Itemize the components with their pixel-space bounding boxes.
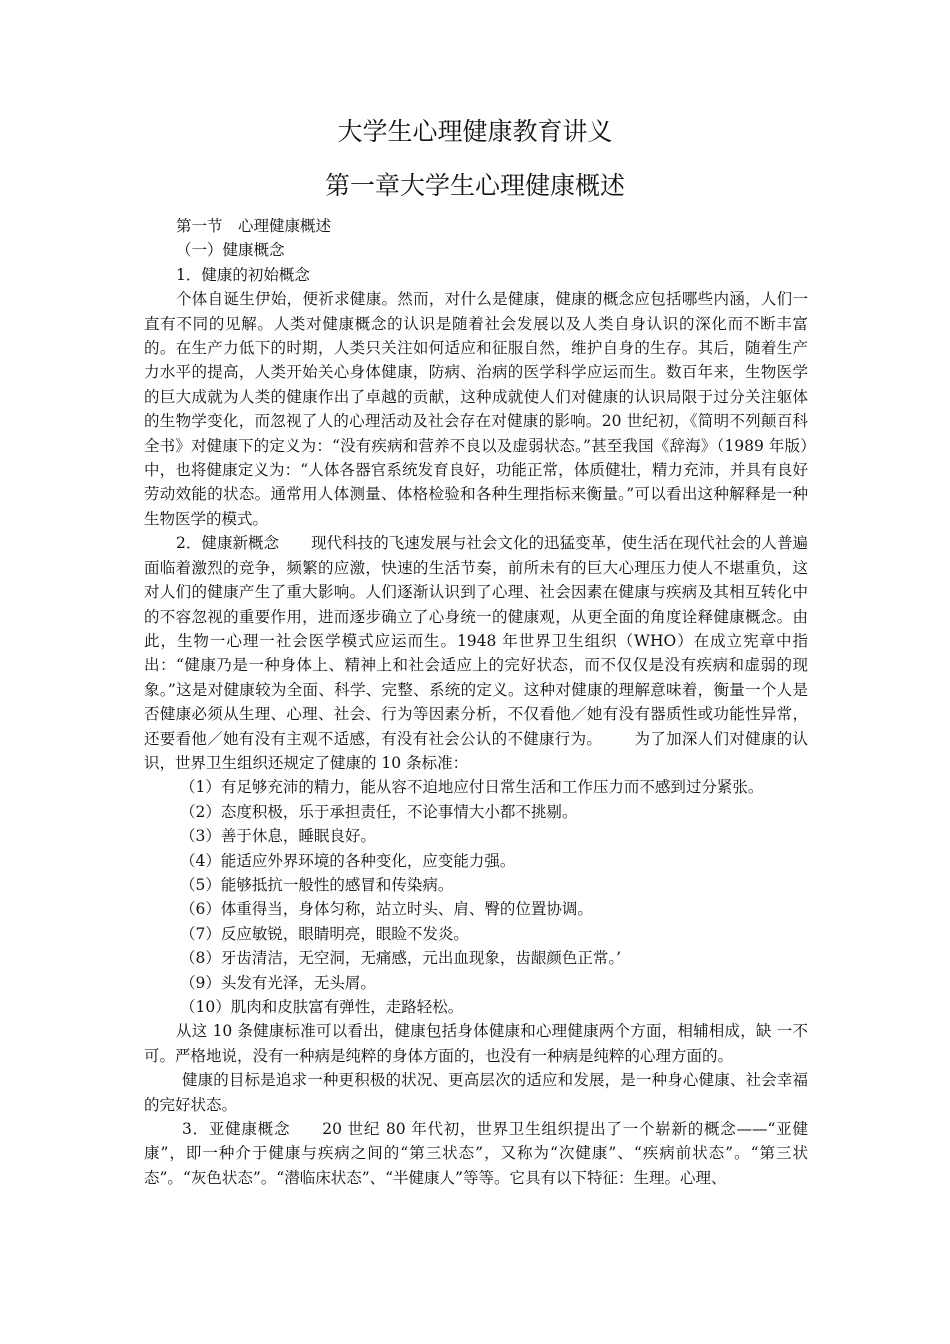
list-item: （7）反应敏锐，眼睛明亮，眼睑不发炎。 bbox=[180, 924, 469, 943]
paragraph-sub-health-text: 20 世纪 80 年代初，世界卫生组织提出了一个崭新的概念——“亚健康”，即一种介于健康与疾病之间的“第三状态”，又称为“次健康”、“疾病前状态”。“第三状态”。“灰色状态”。“潜临床状态”、“半健康人”等等。它具有以下特征：生理。心理、 bbox=[144, 1120, 808, 1187]
chapter-title: 第一章大学生心理健康概述 bbox=[324, 171, 625, 200]
paragraph-who-standards-intro: 为了加深人们对健康的认识，世界卫生组织还规定了健康的 10 条标准： bbox=[144, 729, 808, 772]
paragraph-standards-summary: 从这 10 条健康标准可以看出，健康包括身体健康和心理健康两个方面，相辅相成，缺 一不可。严格地说，没有一种病是纯粹的身体方面的，也没有一种病是纯粹的心理方面的。 bbox=[144, 1022, 808, 1065]
paragraph-new-concept bbox=[144, 531, 808, 775]
list-item: （4）能适应外界环境的各种变化，应变能力强。 bbox=[180, 851, 516, 870]
list-item: （10）肌肉和皮肤富有弹性，走路轻松。 bbox=[180, 998, 464, 1016]
list-item: （2）态度积极，乐于承担责任，不论事情大小都不挑剔。 bbox=[180, 802, 578, 821]
heading-sub-health: 3．亚健康概念 bbox=[182, 1120, 291, 1139]
list-item: （5）能够抵抗一般性的感冒和传染病。 bbox=[180, 875, 454, 894]
paragraph-new-concept-text: 现代科技的飞速发展与社会文化的迅猛变革，使生活在现代社会的人普遍面临着激烈的竞争，频繁的应激，快速的生活节奏，前所未有的巨大心理压力使人不堪重负，这对人们的健康产生了重大影响。人们逐渐认识到了心理、社会因素在健康与疾病及其相互转化中的不容忽视的重要作用，进而逐步确立了心身统一的健康观，从更全面的角度诠释健康概念。由此，生物一心理一社会医学模式应运而生。1948 年世界卫生组织（WHO）在成立宪章中指出：“健康乃是一种身体上、精神上和社会适应上的完好状态，而不仅仅是没有疾病和虚弱的现象。”这是对健康较为全面、科学、完整、系统的定义。这种对健康的理解意味着，衡量一个人是否健康必须从生理、心理、社会、行为等因素分析，不仅看他／她有没有器质性或功能性异常，还要看他／她有没有主观不适感，有没有社会公认的不健康行为。 bbox=[144, 534, 808, 748]
document-title: 大学生心理健康教育讲义 bbox=[337, 117, 613, 146]
paragraph-health-goal: 健康的目标是追求一种更积极的状况、更高层次的适应和发展，是一种身心健康、社会幸福的完好状态。 bbox=[144, 1071, 808, 1114]
list-item: （9）头发有光泽，无头屑。 bbox=[180, 973, 376, 992]
list-item: （8）牙齿清洁，无空洞，无痛感，元出血现象，齿龈颜色正常。’ bbox=[180, 949, 622, 968]
section-heading: 第一节 心理健康概述 bbox=[176, 217, 332, 235]
paragraph-sub-health bbox=[144, 1117, 808, 1190]
heading-new-concept: 2．健康新概念 bbox=[176, 534, 280, 553]
heading-initial-concept: 1．健康的初始概念 bbox=[176, 265, 310, 284]
list-item: （3）善于休息，睡眠良好。 bbox=[180, 827, 376, 846]
document-body bbox=[144, 214, 808, 1190]
paragraph-initial-concept: 个体自诞生伊始，便祈求健康。然而，对什么是健康，健康的概念应包括哪些内涵，人们一直有不同的见解。人类对健康概念的认识是随着社会发展以及人类自身认识的深化而不断丰富的。在生产力低下的时期，人类只关注如何适应和征服自然，维护自身的生存。其后，随着生产力水平的提高，人类开始关心身体健康，防病、治病的医学科学应运而生。数百年来，生物医学的巨大成就为人类的健康作出了卓越的贡献，这种成就使人们对健康的认识局限于过分关注躯体的生物学变化，而忽视了人的心理活动及社会存在对健康的影响。20 世纪初，《简明不列颠百科全书》对健康下的定义为：“没有疾病和营养不良以及虚弱状态。”甚至我国《辞海》（1989 年版）中，也将健康定义为：“人体各器官系统发育良好，功能正常，体质健壮，精力充沛，并具有良好劳动效能的状态。通常用人体测量、体格检验和各种生理指标来衡量。”可以看出这种解释是一种生物医学的模式。 bbox=[144, 290, 808, 528]
list-item: （1）有足够充沛的精力，能从容不迫地应付日常生活和工作压力而不感到过分紧张。 bbox=[180, 778, 764, 797]
list-item: （6）体重得当，身体匀称，站立时头、肩、臀的位置协调。 bbox=[180, 900, 593, 919]
subsection-heading: （一）健康概念 bbox=[176, 241, 285, 260]
